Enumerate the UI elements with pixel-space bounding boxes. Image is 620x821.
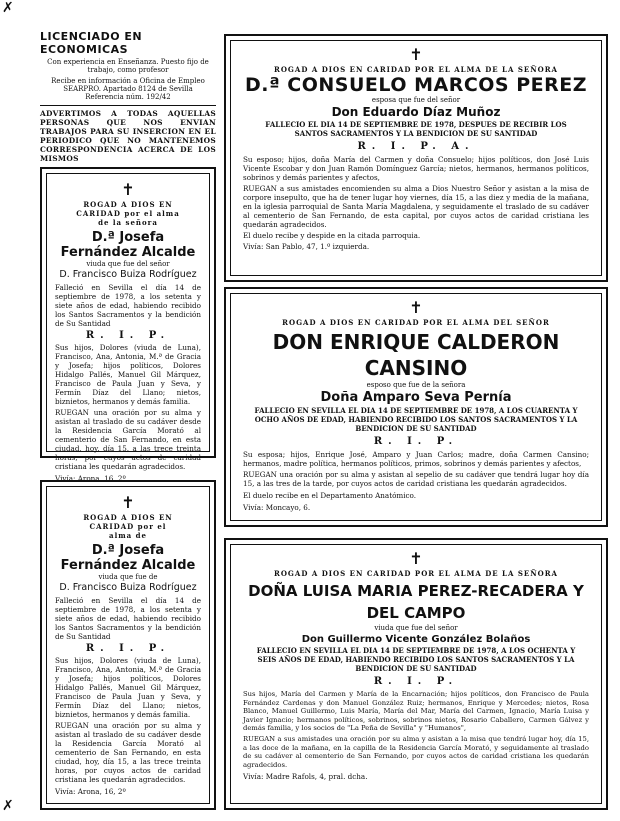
- classified-ad: [40, 30, 216, 163]
- cross-icon: ✝: [121, 493, 135, 512]
- cross-icon: ✝: [121, 180, 135, 199]
- deceased-name: D.ª Josefa Fernández Alcalde: [60, 543, 196, 573]
- ad-reference: Referencia núm. 192/42: [85, 93, 171, 101]
- wife-name: Doña Amparo Seva Pernía: [320, 390, 512, 405]
- address: Vivía: Arona, 16, 2º: [55, 474, 126, 483]
- obituary-luisa-maria: [224, 538, 608, 810]
- husband-name: Don Eduardo Díaz Muñoz: [331, 105, 501, 119]
- rogad-heading: ROGAD A DIOS EN CARIDAD POR EL ALMA DE LA SEÑORA: [274, 65, 558, 74]
- ruegan-text: RUEGAN una oración por su alma y asistan al traslado de su cadáver desde la Residencia García Morató al cementerio de San Fernando, en esta ciudad, hoy, día 15, a las trece treinta horas, por cuyos actos de caridad cristiana les quedarán agradecidos.: [55, 408, 201, 471]
- cross-icon: ✝: [409, 549, 423, 568]
- family-text: Sus hijos, Dolores (viuda de Luna), Francisco, Ana, Antonia, M.ª de Gracia y Josefa; hijos políticos, Dolores Hidalgo Pallés, Manuel Gil Márquez, Francisco de Paula Juan y Seva, y Fermín Díaz del Llano; nietos, biznietos, hermanos y demás familia.: [55, 343, 201, 406]
- address: Vivía: San Pablo, 47, 1.º izquierda.: [243, 242, 370, 251]
- rogad-heading: ROGAD A DIOS EN CARIDAD POR EL ALMA DEL SEÑOR: [282, 318, 550, 327]
- rogad-heading: ROGAD A DIOS EN CARIDAD por el alma de la señora: [76, 200, 180, 227]
- rogad-heading: ROGAD A DIOS EN CARIDAD POR EL ALMA DE LA SEÑORA: [274, 569, 558, 578]
- rip-label: R. I. P.: [373, 436, 459, 447]
- fallecio-text: FALLECIO EN SEVILLA EL DIA 14 DE SEPTIEMBRE DE 1978, A LOS OCHENTA Y SEIS AÑOS DE EDAD, HABIENDO RECIBIDO LOS SANTOS SACRAMENTOS Y LA BENDICION DE SU SANTIDAD: [256, 646, 576, 673]
- family-text: Sus hijos, Dolores (viuda de Luna), Francisco, Ana, Antonia, M.ª de Gracia y Josefa; hijos políticos, Dolores Hidalgo Pallés, Manuel Gil Márquez, Francisco de Paula Juan y Seva, y Fermín Díaz del Llano; nietos, biznietos, hermanos y demás familia.: [55, 656, 201, 719]
- husband-name: Don Guillermo Vicente González Bolaños: [301, 634, 531, 645]
- viuda-label: viuda que fue del señor: [374, 624, 458, 632]
- duelo-text: El duelo recibe en el Departamento Anatómico.: [243, 491, 417, 500]
- rip-label: R. I. P.: [85, 330, 171, 341]
- address: Vivía: Madre Rafols, 4, pral. dcha.: [243, 772, 368, 782]
- fallecio-text: FALLECIO EN SEVILLA EL DIA 14 DE SEPTIEMBRE DE 1978, A LOS CUARENTA Y OCHO AÑOS DE EDAD, HABIENDO RECIBIDO LOS SANTOS SACRAMENTOS Y LA BENDICION DE SU SANTIDAD: [254, 406, 578, 433]
- viuda-label: viuda que fue de: [98, 573, 158, 581]
- duelo-text: El duelo recibe y despide en la citada parroquia.: [243, 231, 421, 240]
- family-text: Su esposa; hijos, Enrique José, Amparo y Juan Carlos; madre, doña Carmen Cansino; hermanos, madre política, hermanos políticos, primos, sobrinos y demás parientes y afectos,: [243, 450, 589, 468]
- husband-name: D. Francisco Buiza Rodríguez: [59, 269, 197, 280]
- cross-icon: ✝: [409, 298, 423, 317]
- fallecio-text: Falleció en Sevilla el día 14 de septiembre de 1978, a los setenta y siete años de edad, habiendo recibido los Santos Sacramentos y la bendición de Su Santidad: [55, 596, 201, 641]
- deceased-name: DOÑA LUISA MARIA PEREZ-RECADERA Y DEL CAMPO: [248, 582, 584, 622]
- deceased-name: D.ª Josefa Fernández Alcalde: [60, 230, 196, 260]
- obituary-consuelo: [224, 34, 608, 282]
- ad-title: LICENCIADO EN ECONOMICAS: [40, 30, 143, 56]
- ruegan-text: RUEGAN a sus amistades una oración por su alma y asistan a la misa que tendrá lugar hoy, día 15, a las doce de la mañana, en la capilla de la Residencia García Morató, y seguidamente al traslado de su cadáver al cementerio de San Fernando, por cuyos actos de caridad cristiana les quedarán agradecidos.: [243, 734, 589, 769]
- viuda-label: viuda que fue del señor: [86, 260, 170, 268]
- ad-line: Con experiencia en Enseñanza. Puesto fijo de trabajo, como profesor: [47, 58, 209, 74]
- rip-label: R. I. P.: [85, 643, 171, 654]
- ad-line: Recibe en información a Oficina de Empleo SEARPRO. Apartado 8124 de Sevilla: [51, 77, 205, 93]
- obituary-enrique: [224, 287, 608, 527]
- family-text: Su esposo; hijos, doña María del Carmen y doña Consuelo; hijos políticos, don José Luis Vicente Escobar y don Juan Ramón Domínguez García; nietos, hermanos, hermanos políticos, sobrinos y demás parientes y afectos,: [243, 155, 589, 182]
- corner-mark-icon: ✗: [2, 0, 14, 16]
- address: Vivía: Moncayo, 6.: [243, 503, 311, 512]
- esposa-label: esposa que fue del señor: [371, 96, 461, 104]
- rip-label: R. I. P. A.: [357, 141, 475, 152]
- obituary-josefa-2: [40, 480, 216, 810]
- corner-mark-icon: ✗: [2, 798, 14, 814]
- cross-icon: ✝: [409, 45, 423, 64]
- ad-notice: ADVERTIMOS A TODAS AQUELLAS PERSONAS QUE NOS ENVIAN TRABAJOS PARA SU INSERCION EN EL PERIODICO QUE NO MANTENEMOS CORRESPONDENCIA ACERCA DE LOS MISMOS: [40, 105, 216, 163]
- ruegan-text: RUEGAN una oración por su alma y asistan al sepelio de su cadáver que tendrá lugar hoy día 15, a las tres de la tarde, por cuyos actos de caridad cristiana les quedarán agradecidos.: [243, 470, 589, 488]
- address: Vivía: Arona, 16, 2º: [55, 787, 126, 796]
- esposo-label: esposo que fue de la señora: [366, 381, 466, 389]
- fallecio-text: Falleció en Sevilla el día 14 de septiembre de 1978, a los setenta y siete años de edad, habiendo recibido los Santos Sacramentos y la bendición de Su Santidad: [55, 283, 201, 328]
- family-text: Sus hijos, María del Carmen y María de la Encarnación; hijos políticos, don Francisco de Paula Fernández Cardenas y don Manuel González Ruiz; hermanos, Enrique y Mercedes; nietos, Rosa Blanco, Manuel Guillermo, Luis María, María del Mar, María del Carmen, Ignacio, María Luisa y Javier Ignacio; hermanos políticos, sobrinos, sobrinos nietos, Rosario Caballero, Carmen Gálvez y demás familia, y los socios de "La Peña de Sevilla" y "Humanos",: [243, 690, 589, 733]
- rogad-heading: ROGAD A DIOS EN CARIDAD por el alma de: [83, 513, 173, 540]
- ruegan-text: RUEGAN una oración por su alma y asistan al traslado de su cadáver desde la Residencia García Morató al cementerio de San Fernando, en esta ciudad, hoy, día 15, a las trece treinta horas, por cuyos actos de caridad cristiana les quedarán agradecidos.: [55, 721, 201, 784]
- deceased-name: D.ª CONSUELO MARCOS PEREZ: [244, 74, 588, 96]
- rip-label: R. I. P.: [373, 676, 459, 687]
- fallecio-text: FALLECIO EL DIA 14 DE SEPTIEMBRE DE 1978, DESPUES DE RECIBIR LOS SANTOS SACRAMENTOS Y LA BENDICION DE SU SANTIDAD: [265, 120, 567, 138]
- husband-name: D. Francisco Buiza Rodríguez: [59, 582, 197, 593]
- deceased-name: DON ENRIQUE CALDERON CANSINO: [272, 330, 560, 380]
- ruegan-text: RUEGAN a sus amistades encomienden su alma a Dios Nuestro Señor y asistan a la misa de corpore insepulto, que ha de tener lugar hoy viernes, día 15, a las diez y media de la mañana, en la iglesia parroquial de Santa María Magdalena, y seguidamente el traslado de su cadáver al cementerio de San Fernando, de esta capital, por cuyos actos de caridad cristiana les quedarán agradecidos.: [243, 184, 589, 229]
- obituary-josefa-1: [40, 167, 216, 483]
